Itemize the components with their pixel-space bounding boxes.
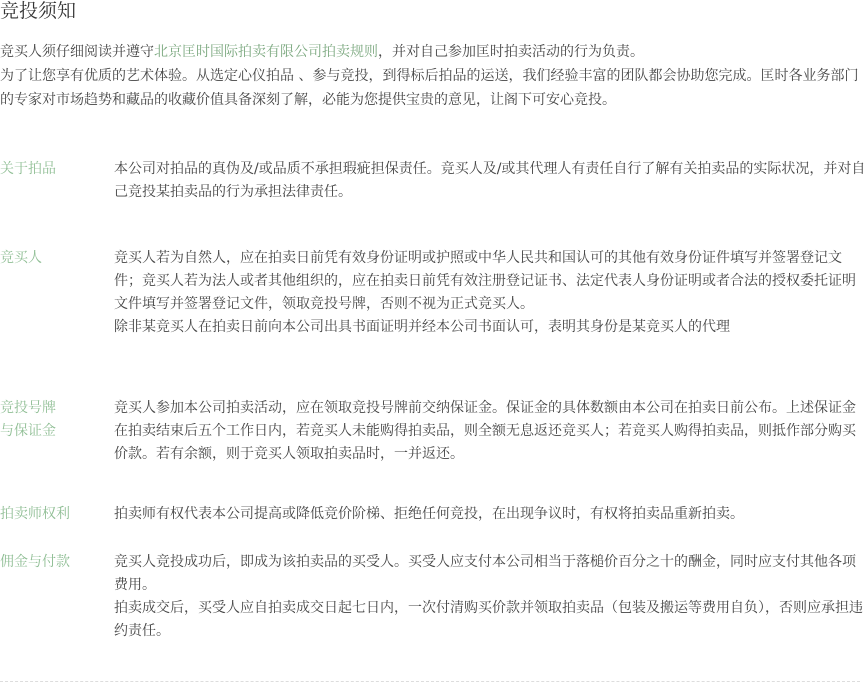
section-paragraph: 竞买人参加本公司拍卖活动，应在领取竞投号牌前交纳保证金。保证金的具体数额由本公司在拍卖日前公布。上述保证金在拍卖结束后五个工作日内，若竞买人未能购得拍卖品，则全额无息返还竞买人；若竞买人购得拍卖品，则抵作部分购买价款。若有余额，则于竞买人领取拍卖品时，一并返还。 xyxy=(114,400,856,462)
section-label-about-lots xyxy=(0,158,100,181)
page-title: 竞投须知 xyxy=(0,0,77,22)
section-label-line: 竞买人 xyxy=(0,250,42,266)
intro-line-2: 为了让您享有优质的艺术体验。从选定心仪拍品 、参与竞投，到得标后拍品的运送，我们经验丰富的团队都会协助您完成。匡时各业务部门的专家对市场趋势和藏品的收藏价值具备深刻了解，必能为您提供宝贵的意见，让阁下可安心竞投。 xyxy=(0,68,859,108)
section-label-line: 竞投号牌 xyxy=(0,400,56,416)
intro-line-1-before: 竞买人须仔细阅读并遵守 xyxy=(0,44,154,60)
section-body-paddle-deposit xyxy=(114,397,868,466)
section-label-commission-payment xyxy=(0,551,100,574)
section-body-bidder xyxy=(114,247,868,339)
intro-line-1-after: ，并对自己参加匡时拍卖活动的行为负责。 xyxy=(378,44,644,60)
section-label-auctioneer-rights xyxy=(0,503,100,526)
section-label-line: 关于拍品 xyxy=(0,161,56,177)
section-label-line: 拍卖师权利 xyxy=(0,506,70,522)
intro-line-1 xyxy=(0,40,860,64)
section-label-paddle-deposit xyxy=(0,397,100,443)
section-label-line: 与保证金 xyxy=(0,423,56,439)
section-paragraph: 竞买人若为自然人，应在拍卖日前凭有效身份证明或护照或中华人民共和国认可的其他有效身份证件填写并签署登记文件；竞买人若为法人或者其他组织的，应在拍卖日前凭有效注册登记证书、法定代表人身份证明或者合法的授权委托证明文件填写并签署登记文件，领取竞投号牌，否则不视为正式竞买人。 xyxy=(114,250,856,312)
auction-rules-link[interactable]: 北京匡时国际拍卖有限公司拍卖规则 xyxy=(154,44,378,60)
section-label-line: 佣金与付款 xyxy=(0,554,70,570)
bottom-divider xyxy=(0,681,860,682)
section-paragraph: 拍卖成交后，买受人应自拍卖成交日起七日内，一次付清购买价款并领取拍卖品（包装及搬运等费用自负），否则应承担违约责任。 xyxy=(114,600,863,639)
intro-text xyxy=(0,40,860,112)
section-paragraph: 除非某竞买人在拍卖日前向本公司出具书面证明并经本公司书面认可，表明其身份是某竞买人的代理 xyxy=(114,319,730,335)
section-label-bidder xyxy=(0,247,100,270)
section-body-auctioneer-rights xyxy=(114,503,868,526)
section-body-commission-payment xyxy=(114,551,868,643)
section-paragraph: 本公司对拍品的真伪及/或品质不承担瑕疵担保责任。竞买人及/或其代理人有责任自行了解有关拍卖品的实际状况，并对自己竞投某拍卖品的行为承担法律责任。 xyxy=(114,161,866,200)
section-paragraph: 拍卖师有权代表本公司提高或降低竞价阶梯、拒绝任何竞投，在出现争议时，有权将拍卖品重新拍卖。 xyxy=(114,506,744,522)
section-paragraph: 竞买人竞投成功后，即成为该拍卖品的买受人。买受人应支付本公司相当于落槌价百分之十的酬金，同时应支付其他各项费用。 xyxy=(114,554,856,593)
section-body-about-lots xyxy=(114,158,868,204)
